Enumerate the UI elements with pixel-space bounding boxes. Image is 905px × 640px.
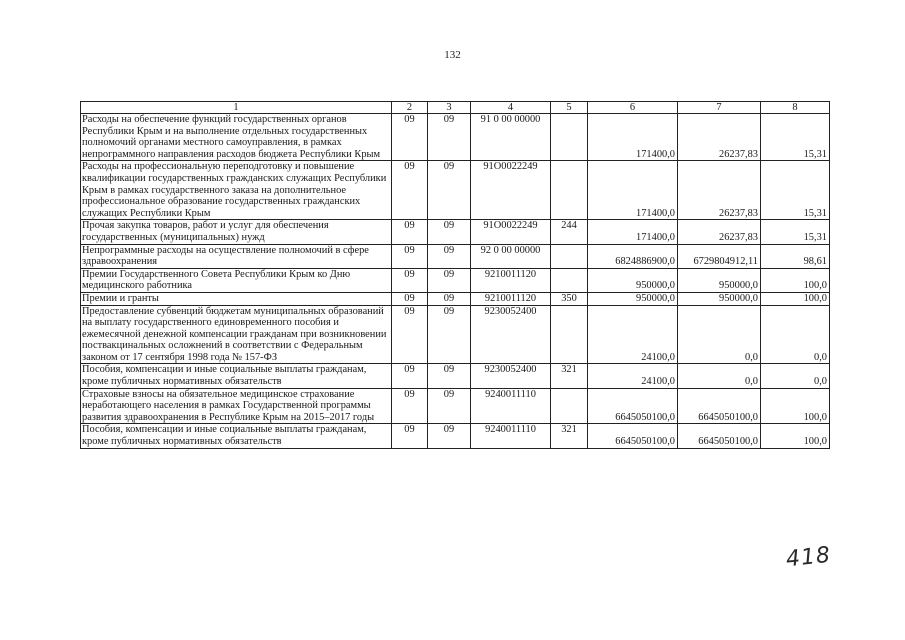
row-plan: 24100,0 <box>588 364 678 388</box>
row-subsection: 09 <box>428 220 471 244</box>
row-actual: 6645050100,0 <box>678 424 761 448</box>
row-target-code: 91О0022249 <box>471 220 551 244</box>
row-plan: 171400,0 <box>588 220 678 244</box>
header-col-2: 2 <box>392 102 428 114</box>
row-actual: 6729804912,11 <box>678 244 761 268</box>
row-plan: 171400,0 <box>588 161 678 220</box>
row-expense-type: 350 <box>551 292 588 305</box>
budget-table <box>80 101 830 449</box>
row-percent: 15,31 <box>761 220 830 244</box>
row-plan: 6824886900,0 <box>588 244 678 268</box>
row-actual: 6645050100,0 <box>678 388 761 424</box>
row-target-code: 91 0 00 00000 <box>471 114 551 161</box>
row-name: Страховые взносы на обязательное медицинское страхование неработающего населения в рамках Государственной программы развития здравоохранения в Республике Крым на 2015–2017 годы <box>81 388 392 424</box>
header-col-7: 7 <box>678 102 761 114</box>
row-section: 09 <box>392 114 428 161</box>
row-section: 09 <box>392 268 428 292</box>
row-name: Предоставление субвенций бюджетам муниципальных образований на выплату государственного единовременного пособия и ежемесячной денежной компенсации гражданам при возникновении поствакцинальных осложнений в соответствии с Федеральным законом от 17 сентября 1998 года № 157-ФЗ <box>81 305 392 364</box>
header-col-6: 6 <box>588 102 678 114</box>
row-percent: 0,0 <box>761 364 830 388</box>
row-name: Прочая закупка товаров, работ и услуг для обеспечения государственных (муниципальных) нужд <box>81 220 392 244</box>
row-name: Пособия, компенсации и иные социальные выплаты гражданам, кроме публичных нормативных обязательств <box>81 424 392 448</box>
row-actual: 26237,83 <box>678 220 761 244</box>
row-percent: 15,31 <box>761 114 830 161</box>
row-section: 09 <box>392 305 428 364</box>
row-plan: 24100,0 <box>588 305 678 364</box>
row-percent: 98,61 <box>761 244 830 268</box>
table-header-row <box>81 102 830 114</box>
row-actual: 26237,83 <box>678 161 761 220</box>
row-expense-type: 321 <box>551 364 588 388</box>
row-percent: 0,0 <box>761 305 830 364</box>
row-target-code: 9210011120 <box>471 268 551 292</box>
row-target-code: 92 0 00 00000 <box>471 244 551 268</box>
row-plan: 6645050100,0 <box>588 424 678 448</box>
table-row <box>81 424 830 448</box>
header-col-4: 4 <box>471 102 551 114</box>
row-percent: 100,0 <box>761 424 830 448</box>
row-percent: 100,0 <box>761 268 830 292</box>
handwritten-page-note: 418 <box>784 542 833 573</box>
table-row <box>81 388 830 424</box>
row-expense-type <box>551 161 588 220</box>
row-expense-type <box>551 244 588 268</box>
row-name: Расходы на обеспечение функций государственных органов Республики Крым и на выполнение отдельных государственных полномочий органами местного самоуправления, в рамках непрограммного направления расходов бюджета Республики Крым <box>81 114 392 161</box>
row-target-code: 9240011110 <box>471 388 551 424</box>
row-subsection: 09 <box>428 424 471 448</box>
table-row <box>81 244 830 268</box>
row-section: 09 <box>392 292 428 305</box>
row-plan: 950000,0 <box>588 268 678 292</box>
row-plan: 171400,0 <box>588 114 678 161</box>
row-section: 09 <box>392 364 428 388</box>
row-percent: 100,0 <box>761 292 830 305</box>
row-section: 09 <box>392 244 428 268</box>
row-expense-type <box>551 268 588 292</box>
row-name: Непрограммные расходы на осуществление полномочий в сфере здравоохранения <box>81 244 392 268</box>
table-row <box>81 161 830 220</box>
row-subsection: 09 <box>428 268 471 292</box>
row-target-code: 91О0022249 <box>471 161 551 220</box>
table-row <box>81 114 830 161</box>
table-row <box>81 220 830 244</box>
row-subsection: 09 <box>428 305 471 364</box>
row-expense-type: 321 <box>551 424 588 448</box>
row-name: Расходы на профессиональную переподготовку и повышение квалификации государственных гражданских служащих Республики Крым в рамках государственного заказа на дополнительное профессиональное образование государственных гражданских служащих Республики Крым <box>81 161 392 220</box>
row-expense-type <box>551 114 588 161</box>
row-percent: 15,31 <box>761 161 830 220</box>
row-subsection: 09 <box>428 388 471 424</box>
header-col-5: 5 <box>551 102 588 114</box>
row-subsection: 09 <box>428 161 471 220</box>
table-row <box>81 364 830 388</box>
row-actual: 0,0 <box>678 305 761 364</box>
row-expense-type <box>551 305 588 364</box>
row-target-code: 9240011110 <box>471 424 551 448</box>
page-number: 132 <box>444 49 461 61</box>
row-section: 09 <box>392 161 428 220</box>
row-actual: 0,0 <box>678 364 761 388</box>
table-row <box>81 268 830 292</box>
row-plan: 6645050100,0 <box>588 388 678 424</box>
header-col-1: 1 <box>81 102 392 114</box>
row-target-code: 9230052400 <box>471 305 551 364</box>
header-col-8: 8 <box>761 102 830 114</box>
row-plan: 950000,0 <box>588 292 678 305</box>
row-target-code: 9210011120 <box>471 292 551 305</box>
row-name: Премии Государственного Совета Республики Крым ко Дню медицинского работника <box>81 268 392 292</box>
table-row <box>81 305 830 364</box>
row-section: 09 <box>392 220 428 244</box>
row-target-code: 9230052400 <box>471 364 551 388</box>
row-percent: 100,0 <box>761 388 830 424</box>
row-section: 09 <box>392 424 428 448</box>
row-subsection: 09 <box>428 292 471 305</box>
row-subsection: 09 <box>428 364 471 388</box>
row-subsection: 09 <box>428 244 471 268</box>
row-section: 09 <box>392 388 428 424</box>
row-actual: 26237,83 <box>678 114 761 161</box>
row-expense-type <box>551 388 588 424</box>
table-row <box>81 292 830 305</box>
row-name: Пособия, компенсации и иные социальные выплаты гражданам, кроме публичных нормативных обязательств <box>81 364 392 388</box>
row-name: Премии и гранты <box>81 292 392 305</box>
row-expense-type: 244 <box>551 220 588 244</box>
row-subsection: 09 <box>428 114 471 161</box>
header-col-3: 3 <box>428 102 471 114</box>
row-actual: 950000,0 <box>678 268 761 292</box>
row-actual: 950000,0 <box>678 292 761 305</box>
